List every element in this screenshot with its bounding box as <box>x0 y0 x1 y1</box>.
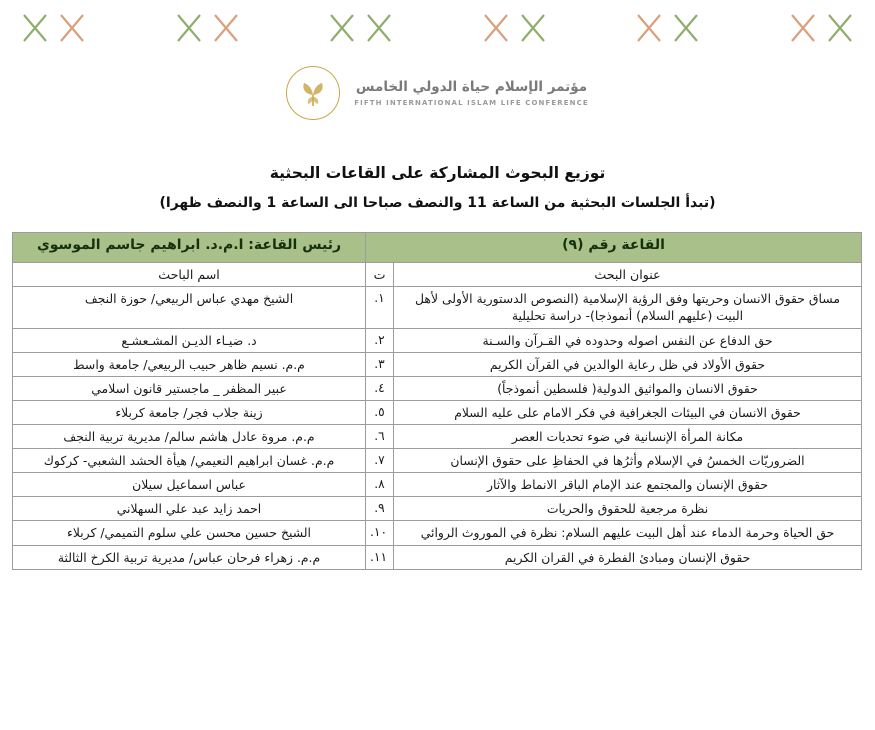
ornament-group <box>790 13 853 43</box>
cell-index: ١. <box>366 287 394 328</box>
cell-research-title: مكانة المرأة الإنسانية في ضوء تحديات العصر <box>394 425 862 449</box>
table-row <box>13 521 862 545</box>
table-row <box>13 376 862 400</box>
chevron-ornament-icon <box>366 13 392 43</box>
cell-research-title: مساق حقوق الانسان وحريتها وفق الرؤية الإسلامية (النصوص الدستورية الأولى لأهل البيت (عليهم السلام) أنموذجا)- دراسة تحليلية <box>394 287 862 328</box>
cell-research-title: حقوق الإنسان والمجتمع عند الإمام الباقر الانماط والآثار <box>394 473 862 497</box>
table-row <box>13 449 862 473</box>
cell-index: ٧. <box>366 449 394 473</box>
cell-researcher-name: زينة جلاب فجر/ جامعة كربلاء <box>13 400 366 424</box>
conference-title-english: FIFTH INTERNATIONAL ISLAM LIFE CONFERENCE <box>354 98 589 107</box>
conference-titles <box>354 79 588 108</box>
chevron-ornament-icon <box>790 13 816 43</box>
table-subheader-row <box>13 263 862 287</box>
table-row <box>13 425 862 449</box>
cell-researcher-name: م.م. زهراء فرحان عباس/ مديرية تربية الكرخ الثالثة <box>13 545 366 569</box>
cell-researcher-name: عباس اسماعيل سيلان <box>13 473 366 497</box>
chevron-ornament-icon <box>329 13 355 43</box>
chevron-ornament-icon <box>636 13 662 43</box>
cell-researcher-name: الشيخ حسين محسن علي سلوم التميمي/ كربلاء <box>13 521 366 545</box>
cell-research-title: حقوق الإنسان ومبادئ الفطرة في القران الكريم <box>394 545 862 569</box>
cell-researcher-name: م.م. نسيم ظاهر حبيب الربيعي/ جامعة واسط <box>13 352 366 376</box>
ornament-group <box>176 13 239 43</box>
cell-researcher-name: م.م. غسان ابراهيم النعيمي/ هيأة الحشد الشعبي- كركوك <box>13 449 366 473</box>
cell-index: ٨. <box>366 473 394 497</box>
cell-index: ١١. <box>366 545 394 569</box>
cell-research-title: حقوق الأولاد في ظل رعاية الوالدين في القرآن الكريم <box>394 352 862 376</box>
schedule-table-container <box>13 232 862 570</box>
table-header-row <box>13 233 862 263</box>
cell-research-title: الضروريّات الخمسُ في الإسلام وأثرُها في الحفاظِ على حقوق الإنسان <box>394 449 862 473</box>
table-row <box>13 473 862 497</box>
tree-emblem-icon <box>296 76 330 110</box>
table-row <box>13 400 862 424</box>
table-row <box>13 352 862 376</box>
cell-index: ٩. <box>366 497 394 521</box>
table-row <box>13 328 862 352</box>
column-header-researcher-name: اسم الباحث <box>13 263 366 287</box>
cell-index: ٤. <box>366 376 394 400</box>
chevron-ornament-icon <box>176 13 202 43</box>
cell-index: ٥. <box>366 400 394 424</box>
cell-researcher-name: م.م. مروة عادل هاشم سالم/ مديرية تربية النجف <box>13 425 366 449</box>
cell-researcher-name: عبير المظفر _ ماجستير قانون اسلامي <box>13 376 366 400</box>
conference-title-arabic: مؤتمر الإسلام حياة الدولي الخامس <box>355 78 588 95</box>
cell-research-title: حق الدفاع عن النفس اصوله وحدوده في القـرآن والسـنة <box>394 328 862 352</box>
ornament-group <box>329 13 392 43</box>
cell-research-title: حقوق الانسان في البيئات الجغرافية في فكر الامام على عليه السلام <box>394 400 862 424</box>
cell-researcher-name: د. ضيـاء الديـن المشـعشـع <box>13 328 366 352</box>
cell-researcher-name: الشيخ مهدي عباس الربيعي/ حوزة النجف <box>13 287 366 328</box>
table-row <box>13 545 862 569</box>
chevron-ornament-icon <box>213 13 239 43</box>
conference-header <box>0 66 875 120</box>
research-schedule-table <box>12 232 862 570</box>
page-title: توزيع البحوث المشاركة على القاعات البحثية <box>269 164 606 182</box>
ornament-group <box>636 13 699 43</box>
conference-logo <box>286 66 340 120</box>
chevron-ornament-icon <box>673 13 699 43</box>
page-subtitle: (تبدأ الجلسات البحثية من الساعة 11 والنصف صباحا الى الساعة 1 والنصف ظهرا) <box>159 195 716 211</box>
chevron-ornament-icon <box>59 13 85 43</box>
cell-index: ٢. <box>366 328 394 352</box>
column-header-index: ت <box>366 263 394 287</box>
table-body <box>13 287 862 569</box>
hall-header-cell: القاعة رقم (٩) <box>366 233 862 263</box>
chevron-ornament-icon <box>483 13 509 43</box>
cell-index: ١٠. <box>366 521 394 545</box>
decorative-top-border <box>0 0 875 56</box>
cell-research-title: حقوق الانسان والمواثيق الدولية( فلسطين أنموذجاً) <box>394 376 862 400</box>
chevron-ornament-icon <box>22 13 48 43</box>
chevron-ornament-icon <box>520 13 546 43</box>
chair-header-cell: رئيس القاعة: ا.م.د. ابراهيم جاسم الموسوي <box>13 233 366 263</box>
ornament-group <box>483 13 546 43</box>
cell-research-title: حق الحياة وحرمة الدماء عند أهل البيت عليهم السلام: نظرة في الموروث الروائي <box>394 521 862 545</box>
chevron-ornament-icon <box>827 13 853 43</box>
cell-index: ٣. <box>366 352 394 376</box>
table-row <box>13 287 862 328</box>
column-header-research-title: عنوان البحث <box>394 263 862 287</box>
ornament-group <box>22 13 85 43</box>
cell-researcher-name: احمد زايد عبد علي السهلاني <box>13 497 366 521</box>
cell-index: ٦. <box>366 425 394 449</box>
table-row <box>13 497 862 521</box>
cell-research-title: نظرة مرجعية للحقوق والحريات <box>394 497 862 521</box>
